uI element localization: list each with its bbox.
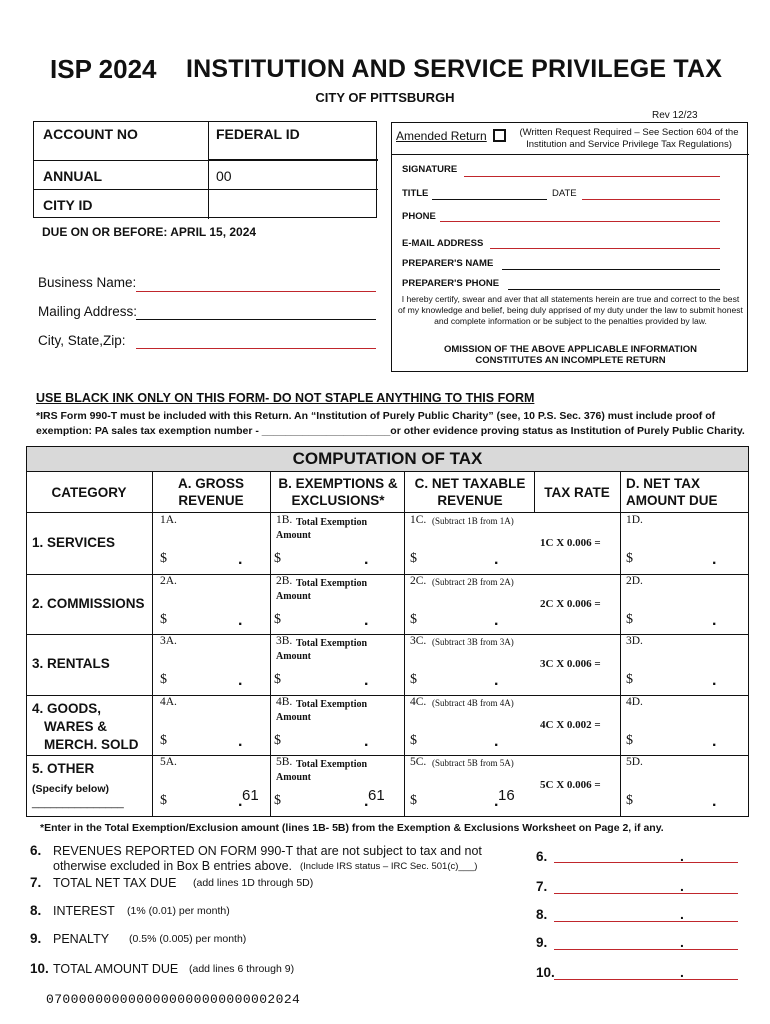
revision: Rev 12/23 — [652, 110, 698, 121]
line-text: REVENUES REPORTED ON FORM 990-T that are not subject to tax and not — [53, 844, 482, 858]
line-amount-field[interactable] — [554, 862, 738, 863]
header-exemptions: B. EXEMPTIONS & EXCLUSIONS* — [278, 476, 398, 508]
cents-b: 61 — [368, 787, 385, 805]
line-text: TOTAL AMOUNT DUE — [53, 962, 179, 976]
category-label: WARES & — [44, 718, 108, 734]
total-exemption-label: Total Exemption — [296, 698, 368, 710]
dollar-sign-d: $ — [626, 551, 633, 566]
line-text: INTEREST — [53, 904, 115, 918]
cell-label-d: 5D. — [626, 756, 643, 769]
line-note: (1% (0.01) per month) — [127, 905, 230, 917]
decimal-point-b: . — [364, 551, 369, 568]
line-note: (0.5% (0.005) per month) — [129, 933, 247, 945]
title-field[interactable] — [432, 199, 547, 200]
cell-label-a: 4A. — [160, 695, 177, 708]
cell-label-b: 4B. — [276, 695, 293, 708]
line-ref: 9. — [536, 935, 548, 950]
decimal-point-c: . — [494, 551, 499, 568]
cell-label-b: 2B. — [276, 574, 293, 587]
phone-field[interactable] — [440, 221, 720, 222]
line-ref: 10. — [536, 965, 555, 980]
decimal-point-a: . — [238, 611, 243, 629]
category-label: 3. RENTALS — [32, 656, 110, 672]
table-border — [26, 816, 749, 817]
dollar-sign-a: $ — [160, 611, 167, 627]
dollar-sign-d: $ — [626, 672, 633, 688]
dollar-sign-b: $ — [274, 551, 281, 566]
subtract-note: (Subtract 5B from 5A) — [432, 758, 514, 769]
dollar-sign-a: $ — [160, 672, 167, 688]
preparer-phone-field[interactable] — [508, 289, 720, 290]
amount-input-c[interactable] — [422, 735, 492, 751]
line-note: (add lines 6 through 9) — [189, 963, 295, 975]
decimal-point-c: . — [494, 672, 499, 690]
amount-input-d[interactable] — [638, 795, 710, 811]
amount-input-a[interactable] — [172, 674, 236, 690]
barcode-number: 0700000000000000000000000002024 — [46, 992, 301, 1007]
amount-label: Amount — [276, 530, 312, 541]
decimal-point-a: . — [238, 793, 243, 811]
computation-table — [26, 472, 749, 817]
decimal-point-d: . — [712, 551, 717, 568]
annual-value[interactable]: 00 — [216, 168, 232, 184]
category-label: 2. COMMISSIONS — [32, 595, 145, 611]
preparer-name-field[interactable] — [502, 269, 720, 270]
decimal-point-d: . — [712, 732, 717, 750]
subtract-note: (Subtract 4B from 4A) — [432, 697, 514, 708]
table-border — [748, 472, 749, 817]
decimal-point-a: . — [238, 672, 243, 690]
cents-c: 16 — [498, 787, 515, 805]
amount-input-a[interactable] — [172, 795, 236, 811]
form-id: ISP 2024 — [50, 54, 157, 84]
column-rule — [620, 472, 621, 817]
business-name-field[interactable] — [136, 291, 376, 292]
dollar-sign-d: $ — [626, 732, 633, 748]
divider — [392, 154, 749, 155]
dollar-sign-a: $ — [160, 793, 167, 809]
cell-label-a: 1A. — [160, 514, 177, 526]
amount-input-d[interactable] — [638, 674, 710, 690]
amended-note: (Written Request Required – See Section 604 of the Institution and Service Privilege Tax Regulations) — [519, 127, 739, 150]
total-exemption-label: Total Exemption — [296, 577, 368, 589]
decimal-point-b: . — [364, 732, 369, 750]
mailing-address-label: Mailing Address: — [38, 304, 138, 319]
line-text: PENALTY — [53, 932, 110, 946]
decimal-point-c: . — [494, 732, 499, 750]
city-id-label: CITY ID — [43, 197, 93, 213]
line-amount-field[interactable] — [554, 921, 738, 922]
line-number: 9. — [30, 931, 42, 946]
cell-label-b: 5B. — [276, 756, 293, 769]
category-label: MERCH. SOLD — [44, 736, 139, 752]
account-rule — [34, 189, 378, 190]
amount-input-a[interactable] — [172, 553, 236, 569]
amount-input-a[interactable] — [172, 614, 236, 630]
line-amount-field[interactable] — [554, 979, 738, 980]
annual-label: ANNUAL — [43, 168, 103, 184]
dollar-sign-c: $ — [410, 672, 417, 688]
amount-input-c[interactable] — [422, 614, 492, 630]
cell-label-d: 1D. — [626, 514, 643, 526]
dollar-sign-a: $ — [160, 551, 167, 566]
amount-input-b[interactable] — [286, 674, 362, 690]
amount-input-d[interactable] — [638, 735, 710, 751]
dollar-sign-b: $ — [274, 672, 281, 688]
certification-text: I hereby certify, swear and aver that all statements herein are true and correct to the best of my knowledge and belief, being duly apprised of my duty under the law to submit honest and complete information or be subject to the penalties provided by law. — [398, 294, 743, 326]
account-rule — [34, 160, 378, 161]
tax-rate-formula: 5C X 0.006 = — [540, 779, 601, 792]
omission-notice: OMISSION OF THE ABOVE APPLICABLE INFORMATION CONSTITUTES AN INCOMPLETE RETURN — [444, 344, 697, 366]
line-ref: 7. — [536, 879, 548, 894]
city-state-zip-field[interactable] — [136, 348, 376, 349]
table-border — [26, 472, 27, 817]
total-exemption-label: Total Exemption — [296, 517, 368, 528]
phone-label: PHONE — [402, 211, 436, 222]
header-net-taxable: C. NET TAXABLE REVENUE — [414, 476, 526, 508]
amount-input-c[interactable] — [422, 674, 492, 690]
decimal-point-d: . — [712, 793, 717, 811]
tax-rate-formula: 1C X 0.006 = — [540, 537, 601, 549]
preparer-name-label: PREPARER'S NAME — [402, 258, 494, 269]
category-label: 4. GOODS, — [32, 700, 102, 716]
cell-label-a: 3A. — [160, 635, 177, 648]
line-number: 10. — [30, 961, 49, 976]
decimal-point: . — [680, 964, 684, 980]
decimal-point-b: . — [364, 611, 369, 629]
total-exemption-label: Total Exemption — [296, 638, 368, 650]
line-number: 7. — [30, 875, 42, 890]
date-field[interactable] — [582, 199, 720, 200]
date-label: DATE — [552, 188, 577, 199]
decimal-point-b: . — [364, 793, 369, 811]
amount-input-b[interactable] — [286, 614, 362, 630]
line-text: TOTAL NET TAX DUE — [53, 876, 177, 890]
cell-label-d: 2D. — [626, 574, 643, 587]
amount-label: Amount — [276, 590, 312, 602]
subtract-note: (Subtract 3B from 3A) — [432, 637, 514, 648]
signature-field[interactable] — [464, 176, 720, 177]
irs-instruction: *IRS Form 990-T must be included with this Return. An “Institution of Purely Public Charity” (see, 10 P.S. Sec. 376) must include proof of exemption: PA sales tax exemption number - ______________________or other evidence proving status as Institution of Purely Public Charity. — [36, 410, 745, 437]
header-category: CATEGORY — [51, 485, 127, 500]
decimal-point-c: . — [494, 611, 499, 629]
cell-label-b: 3B. — [276, 635, 293, 648]
amount-input-b[interactable] — [286, 795, 362, 811]
header-rule — [26, 512, 749, 513]
footnote: *Enter in the Total Exemption/Exclusion amount (lines 1B- 5B) from the Exemption & Exclusions Worksheet on Page 2, if any. — [40, 822, 664, 834]
amount-input-a[interactable] — [172, 735, 236, 751]
specify-field[interactable]: _______________ — [32, 797, 124, 810]
amount-label: Amount — [276, 772, 312, 784]
category-label: 1. SERVICES — [32, 535, 116, 550]
amount-input-b[interactable] — [286, 735, 362, 751]
decimal-point-a: . — [238, 551, 243, 568]
cell-label-b: 1B. — [276, 514, 293, 526]
subtract-note: (Subtract 2B from 2A) — [432, 576, 514, 587]
subtract-note: (Subtract 1B from 1A) — [432, 516, 514, 526]
cell-label-d: 4D. — [626, 695, 643, 708]
ink-instruction: USE BLACK INK ONLY ON THIS FORM- DO NOT STAPLE ANYTHING TO THIS FORM — [36, 391, 535, 405]
federal-id-label: FEDERAL ID — [216, 126, 300, 142]
header-net-tax: D. NET TAX AMOUNT DUE — [626, 476, 718, 508]
line-number: 8. — [30, 903, 42, 918]
amount-label: Amount — [276, 651, 312, 663]
column-rule — [270, 472, 271, 817]
amount-input-c[interactable] — [422, 795, 492, 811]
amount-input-b[interactable] — [286, 553, 362, 569]
line-note: (add lines 1D through 5D) — [193, 877, 314, 889]
email-label: E-MAIL ADDRESS — [402, 238, 484, 249]
decimal-point-b: . — [364, 672, 369, 690]
cell-label-a: 5A. — [160, 756, 177, 769]
line-note: (Include IRS status – IRC Sec. 501(c)___) — [300, 861, 478, 872]
form-title: INSTITUTION AND SERVICE PRIVILEGE TAX — [186, 55, 723, 83]
account-divider — [208, 122, 209, 219]
amount-input-d[interactable] — [638, 553, 710, 569]
cents-a: 61 — [242, 787, 259, 805]
cell-label-a: 2A. — [160, 574, 177, 587]
line-ref: 6. — [536, 849, 548, 864]
amended-return-checkbox[interactable] — [493, 129, 506, 142]
amended-return-label: Amended Return — [396, 129, 487, 143]
cell-label-c: 5C. — [410, 756, 427, 769]
header-gross: A. GROSS REVENUE — [177, 476, 244, 508]
dollar-sign-b: $ — [274, 793, 281, 809]
dollar-sign-d: $ — [626, 611, 633, 627]
dollar-sign-c: $ — [410, 551, 417, 566]
preparer-phone-label: PREPARER'S PHONE — [402, 278, 500, 289]
mailing-address-field[interactable] — [136, 319, 376, 320]
title-label: TITLE — [402, 188, 429, 199]
line-ref: 8. — [536, 907, 548, 922]
account-box — [33, 121, 377, 218]
header-tax-rate: TAX RATE — [544, 485, 610, 500]
account-no-label: ACCOUNT NO — [43, 126, 138, 142]
dollar-sign-a: $ — [160, 732, 167, 748]
decimal-point-a: . — [238, 732, 243, 750]
cell-label-d: 3D. — [626, 635, 643, 648]
line-number: 6. — [30, 843, 42, 858]
amount-input-d[interactable] — [638, 614, 710, 630]
tax-rate-formula: 3C X 0.006 = — [540, 658, 601, 671]
decimal-point: . — [680, 878, 684, 894]
amount-label: Amount — [276, 711, 312, 723]
dollar-sign-c: $ — [410, 611, 417, 627]
due-date: DUE ON OR BEFORE: APRIL 15, 2024 — [42, 225, 257, 239]
city-state-zip-label: City, State,Zip: — [38, 333, 126, 348]
dollar-sign-c: $ — [410, 732, 417, 748]
line-amount-field[interactable] — [554, 893, 738, 894]
signature-box — [391, 122, 748, 372]
decimal-point-d: . — [712, 611, 717, 629]
amount-input-c[interactable] — [422, 553, 492, 569]
decimal-point-c: . — [494, 793, 499, 811]
decimal-point-d: . — [712, 672, 717, 690]
business-name-label: Business Name: — [38, 275, 137, 290]
column-rule — [404, 472, 405, 817]
dollar-sign-c: $ — [410, 793, 417, 809]
cell-label-c: 3C. — [410, 635, 427, 648]
computation-title: COMPUTATION OF TAX — [26, 446, 749, 472]
dollar-sign-b: $ — [274, 611, 281, 627]
email-field[interactable] — [490, 248, 720, 249]
cell-label-c: 4C. — [410, 695, 427, 708]
cell-label-c: 2C. — [410, 574, 427, 587]
decimal-point: . — [680, 906, 684, 922]
line-text: otherwise excluded in Box B entries above. — [53, 859, 293, 873]
dollar-sign-d: $ — [626, 793, 633, 809]
city-name: CITY OF PITTSBURGH — [315, 90, 455, 105]
decimal-point: . — [680, 848, 684, 864]
decimal-point: . — [680, 934, 684, 950]
cell-label-c: 1C. — [410, 514, 427, 526]
total-exemption-label: Total Exemption — [296, 759, 368, 771]
category-note: (Specify below) — [32, 783, 110, 796]
tax-rate-formula: 2C X 0.006 = — [540, 597, 601, 610]
column-rule — [152, 472, 153, 817]
signature-label: SIGNATURE — [402, 164, 458, 175]
dollar-sign-b: $ — [274, 732, 281, 748]
tax-rate-formula: 4C X 0.002 = — [540, 718, 601, 731]
line-amount-field[interactable] — [554, 949, 738, 950]
category-label: 5. OTHER — [32, 761, 95, 777]
